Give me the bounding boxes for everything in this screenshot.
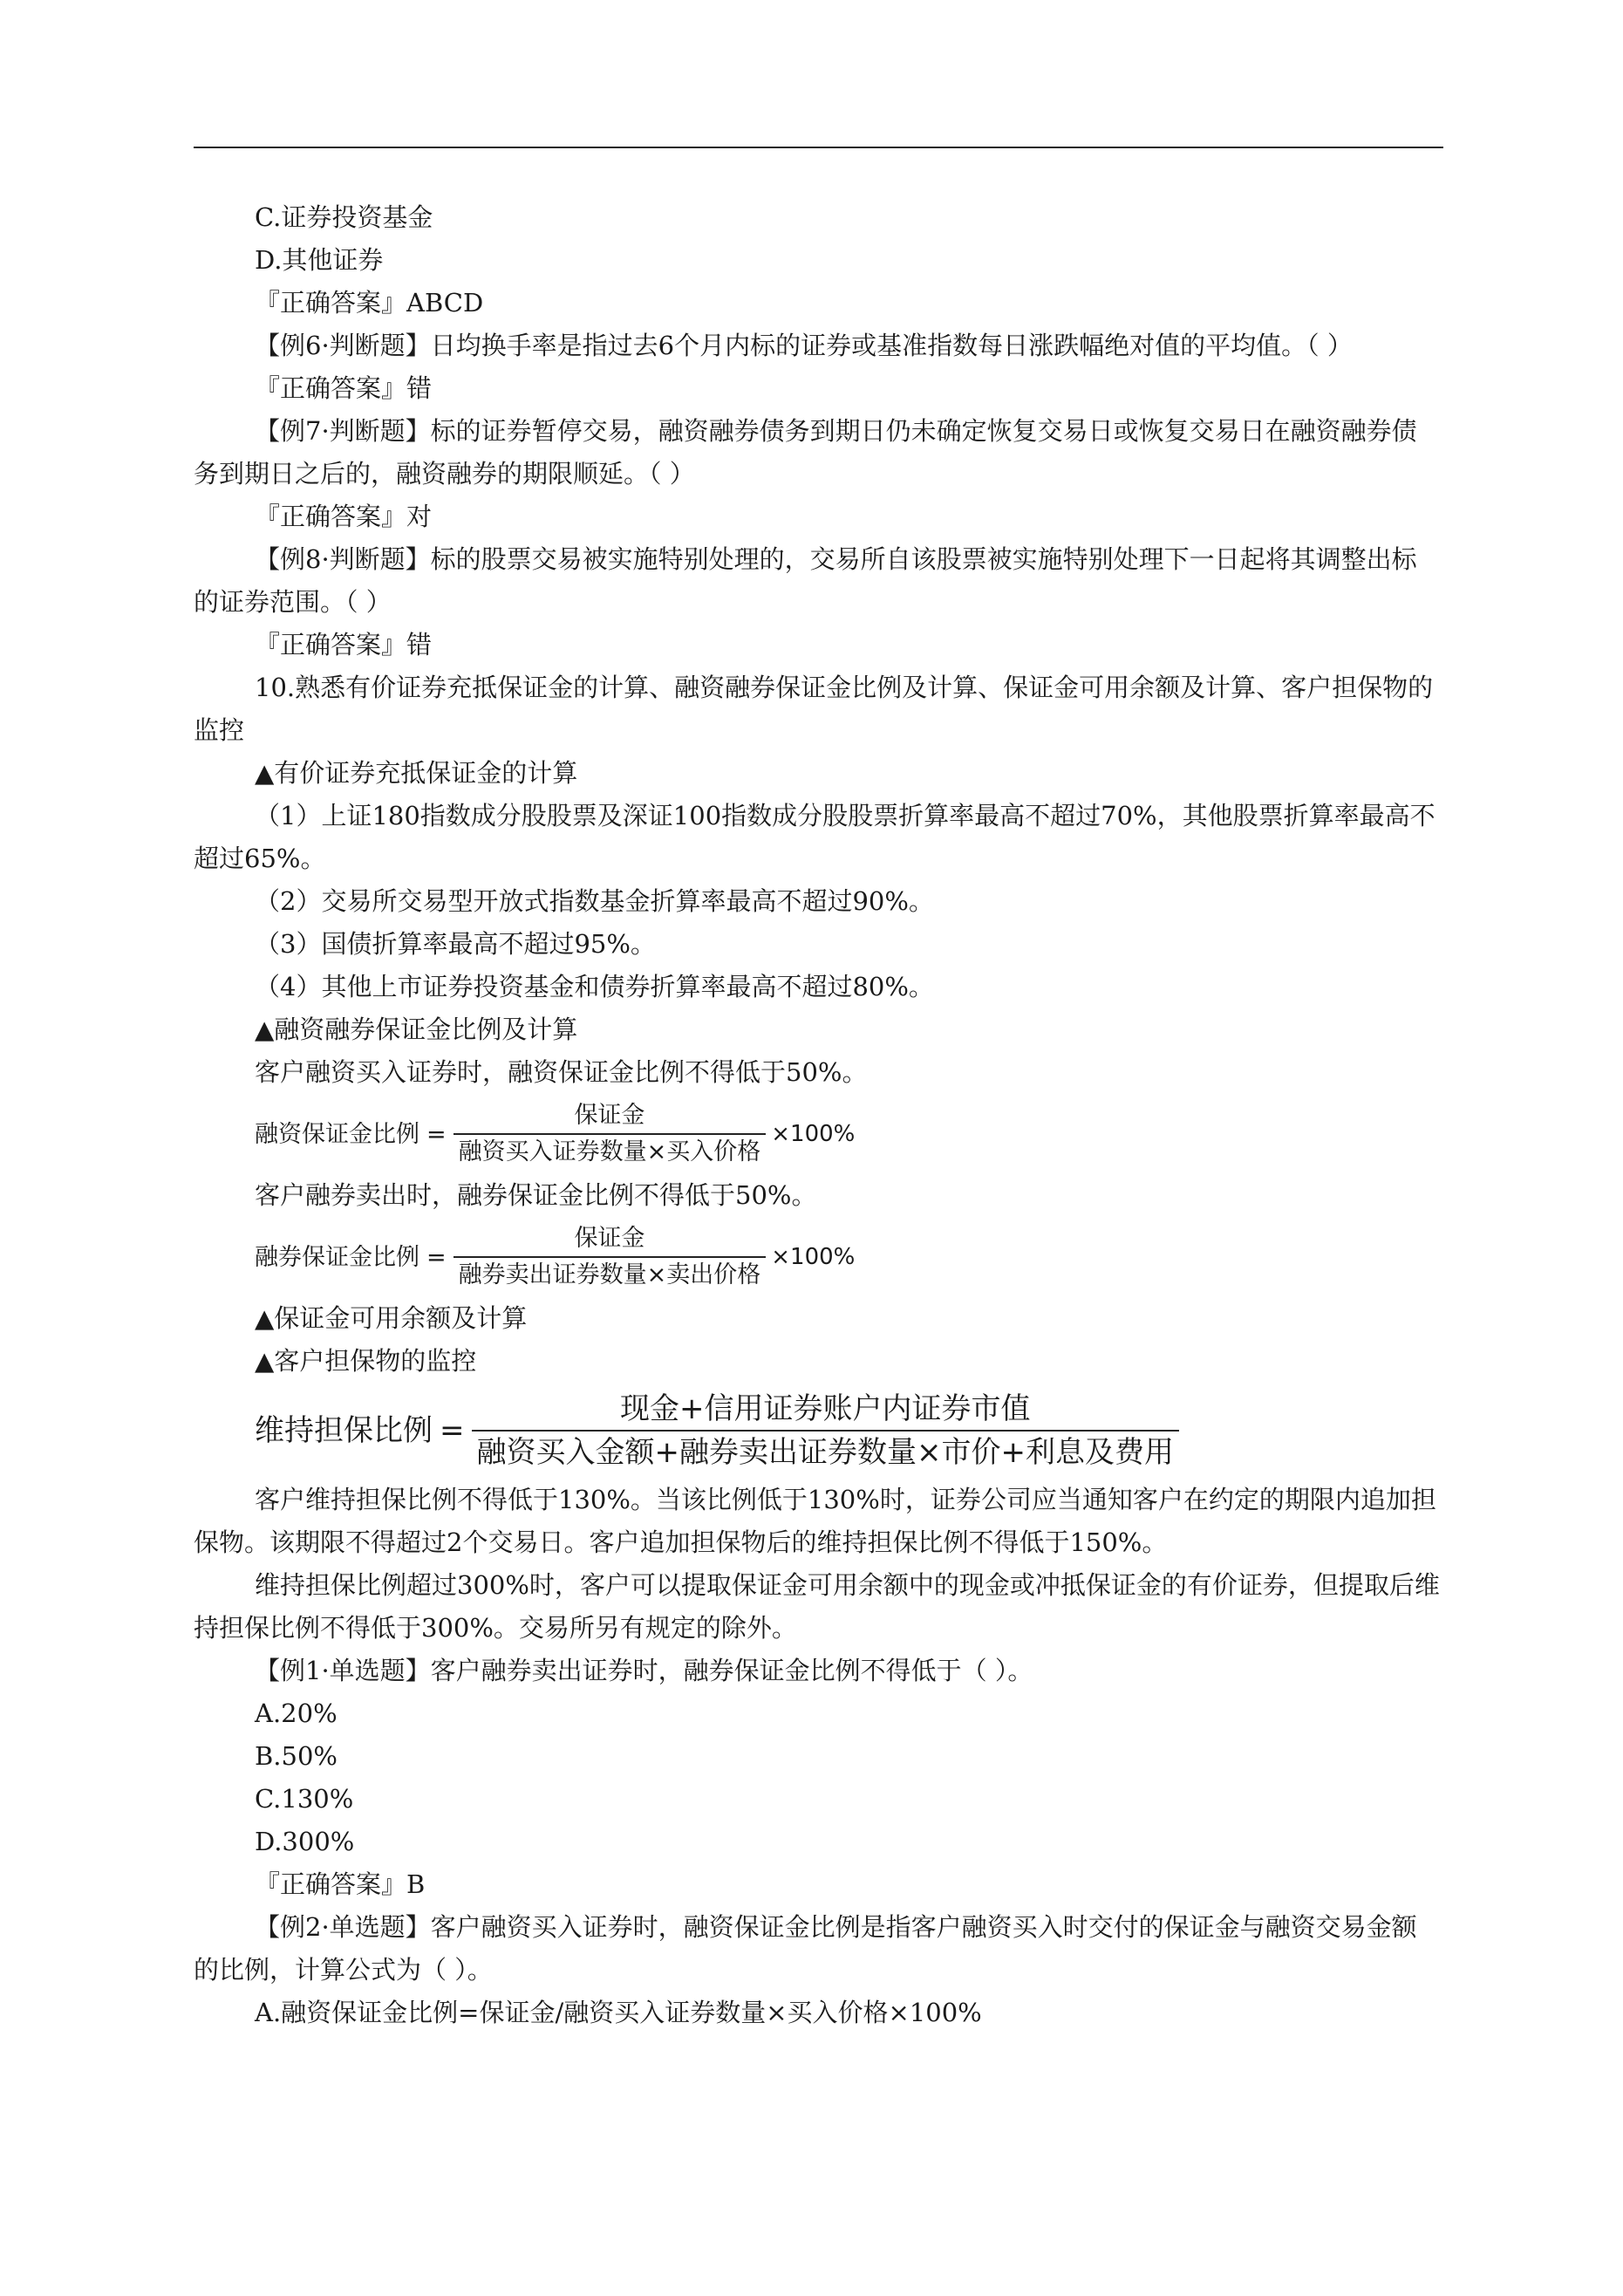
paragraph: A.20% [255, 1698, 338, 1728]
paragraph: D.其他证券 [255, 245, 384, 275]
formula-lhs: 融券保证金比例 [255, 1243, 419, 1271]
paragraph: 『正确答案』对 [255, 502, 433, 531]
formula-denominator: 融券卖出证券数量×卖出价格 [453, 1256, 767, 1293]
formula-multiplier: ×100% [771, 1120, 856, 1147]
formula-numerator: 保证金 [574, 1225, 645, 1252]
formula-fraction [453, 1098, 767, 1170]
paragraph: （4）其他上市证券投资基金和债券折算率最高不超过80%。 [255, 972, 934, 1001]
formula-numerator: 保证金 [574, 1102, 645, 1129]
paragraph: 『正确答案』B [255, 1869, 426, 1899]
paragraph: 【例2·单选题】客户融资买入证券时，融资保证金比例是指客户融资买入时交付的保证金与融资交易金额的比例，计算公式为（ ）。 [194, 1912, 1417, 1985]
paragraph: 【例1·单选题】客户融券卖出证券时，融券保证金比例不得低于（ ）。 [255, 1656, 1033, 1685]
formula-maintenance-guarantee-ratio [194, 1383, 1441, 1479]
paragraph: 客户融资买入证券时，融资保证金比例不得低于50%。 [255, 1057, 868, 1087]
formula-lhs: 维持担保比例 [255, 1412, 433, 1448]
paragraph: ▲有价证券充抵保证金的计算 [255, 758, 578, 788]
paragraph: （2）交易所交易型开放式指数基金折算率最高不超过90%。 [255, 886, 934, 916]
formula-fraction [453, 1221, 767, 1293]
formula-multiplier: ×100% [771, 1243, 856, 1270]
paragraph: C.130% [255, 1784, 354, 1814]
document-body [194, 196, 1441, 2034]
formula-equals: = [440, 1412, 465, 1448]
formula-equals: = [426, 1243, 447, 1271]
paragraph: 【例8·判断题】标的股票交易被实施特别处理的，交易所自该股票被实施特别处理下一日起将其调整出标的证券范围。（ ） [194, 544, 1417, 617]
paragraph: 『正确答案』错 [255, 630, 433, 659]
paragraph: 【例6·判断题】日均换手率是指过去6个月内标的证券或基准指数每日涨跌幅绝对值的平均值。（ ） [255, 331, 1353, 360]
section-heading: ▲保证金可用余额及计算 [255, 1303, 528, 1333]
section-heading: ▲客户担保物的监控 [255, 1346, 477, 1376]
paragraph: B.50% [255, 1741, 338, 1771]
paragraph: 【例7·判断题】标的证券暂停交易，融资融券债务到期日仍未确定恢复交易日或恢复交易日在融资融券债务到期日之后的，融资融券的期限顺延。（ ） [194, 416, 1417, 489]
paragraph: A.融资保证金比例=保证金/融资买入证券数量×买入价格×100% [255, 1998, 982, 2027]
formula-fraction [472, 1388, 1179, 1473]
formula-numerator: 现金+信用证券账户内证券市值 [619, 1391, 1031, 1426]
paragraph: D.300% [255, 1827, 355, 1856]
formula-denominator: 融资买入金额+融券卖出证券数量×市价+利息及费用 [472, 1430, 1179, 1473]
closing-section [194, 1479, 1441, 2034]
paragraph: ▲融资融券保证金比例及计算 [255, 1015, 578, 1044]
paragraph: 客户维持担保比例不得低于130%。当该比例低于130%时，证券公司应当通知客户在约定的期限内追加担保物。该期限不得超过2个交易日。客户追加担保物后的维持担保比例不得低于150%。 [194, 1485, 1436, 1557]
formula-financing-margin-ratio [194, 1094, 1441, 1174]
formula-denominator: 融资买入证券数量×买入价格 [453, 1133, 767, 1170]
paragraph: （3）国债折算率最高不超过95%。 [255, 929, 656, 959]
formula-securities-lending-margin-ratio [194, 1217, 1441, 1297]
paragraph: 维持担保比例超过300%时，客户可以提取保证金可用余额中的现金或冲抵保证金的有价证券，但提取后维持担保比例不得低于300%。交易所另有规定的除外。 [194, 1570, 1440, 1643]
paragraph: 『正确答案』ABCD [255, 288, 484, 318]
intro-section [194, 196, 1441, 1094]
formula-equals: = [426, 1120, 447, 1148]
paragraph: （1）上证180指数成分股股票及深证100指数成分股股票折算率最高不超过70%，其他股票折算率最高不超过65%。 [194, 801, 1435, 873]
paragraph: C.证券投资基金 [255, 202, 433, 232]
paragraph: 10.熟悉有价证券充抵保证金的计算、融资融券保证金比例及计算、保证金可用余额及计算、客户担保物的监控 [194, 673, 1434, 745]
paragraph: 客户融券卖出时，融券保证金比例不得低于50%。 [255, 1180, 817, 1210]
paragraph: 『正确答案』错 [255, 373, 433, 403]
formula-lhs: 融资保证金比例 [255, 1120, 419, 1148]
header-rule [194, 147, 1443, 148]
